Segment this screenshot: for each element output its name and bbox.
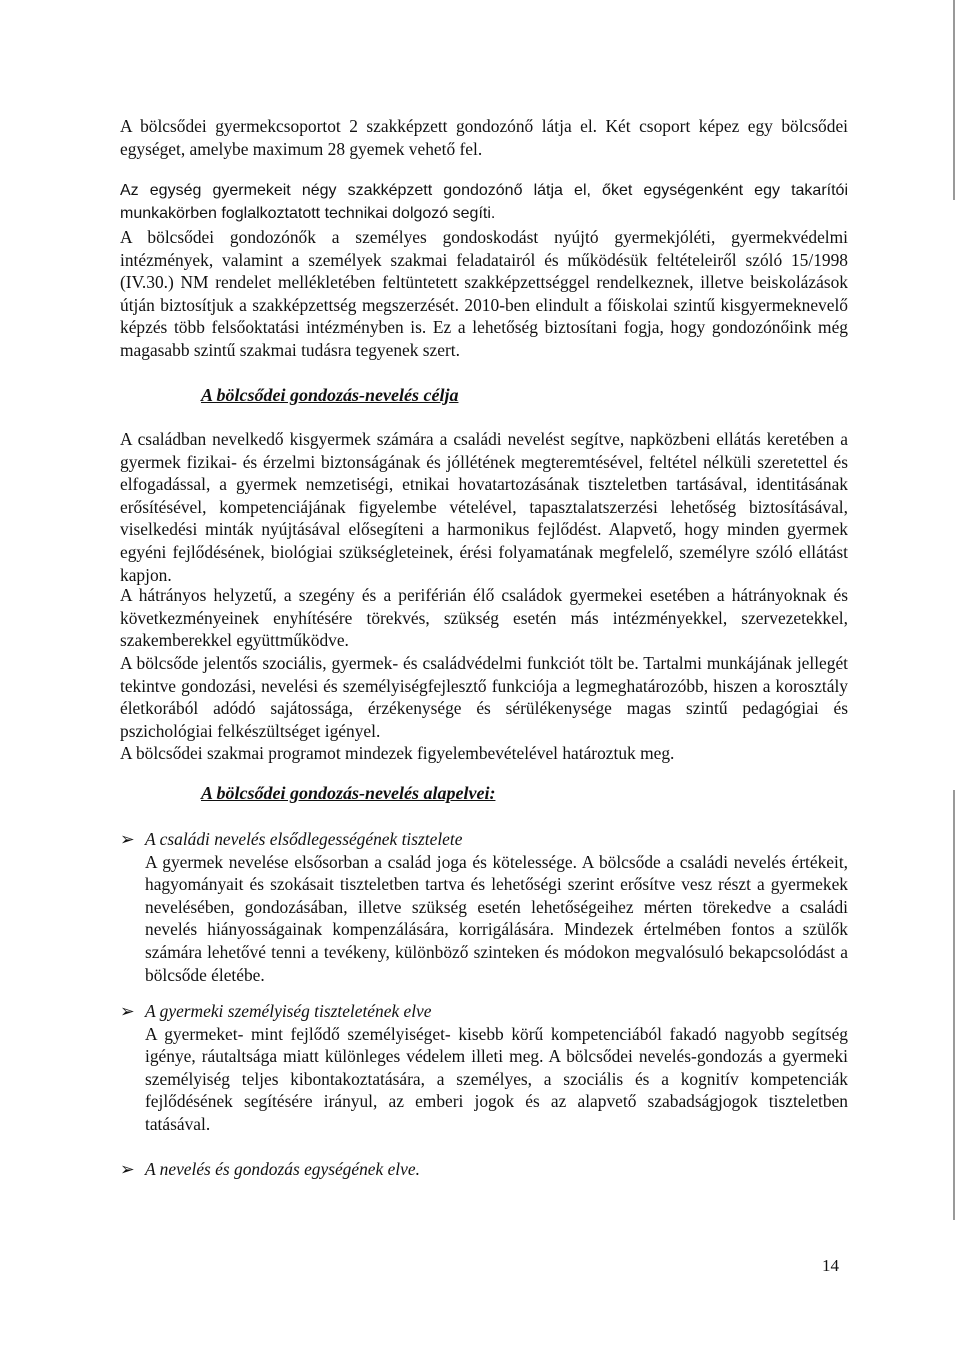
paragraph-qualifications: A bölcsődei gondozónők a személyes gondoskodást nyújtó gyermekjóléti, gyermekvédelmi intézmények, valamint a személyek szakmai feladatairól és működésük feltételeiről szóló 15/1998 (IV.30.) NM rendelet mellékletében feltüntetett szakképzettséggel rendelkeznek, illetve beiskolázások útján biztosítjuk a szakképzettség megszerzését. 2010-ben elindult a főiskolai szintű kisgyermeknevelő képzés több felsőoktatási intézményben is. Ez a lehetőség biztosítani fogja, hogy gondozónőink még magasabb szintű szakmai tudásra tegyenek szert.: [120, 227, 848, 360]
principle-body: A gyermeket- mint fejlődő személyiséget- kisebb körű kompetenciából fakadó nagyobb segítség igénye, ráutaltsága miatt különleges védelem illeti meg. A bölcsődei nevelés-gondozás a gyermeki személyiség teljes kibontakoztatására, a személyes, a szociális és a kognitív kompetenciák fejlődésének segítésére irányul, az emberi jogok és az alapvető szabadságjogok tiszteletben tatásával.: [145, 1023, 848, 1134]
heading-goal: A bölcsődei gondozás-nevelés célja: [201, 385, 459, 405]
paragraph-disadvantaged: A hátrányos helyzetű, a szegény és a periférián élő családok gyermekei esetében a hátrányoknak és következményeinek enyhítésére törekvés, szükség esetén más intézményekkel, szervezetekkel, szakemberekkel együttműködve.: [120, 585, 848, 651]
arrow-bullet-icon: ➢: [120, 829, 135, 849]
page-number: 14: [822, 1256, 839, 1275]
paragraph-staffing: A bölcsődei gyermekcsoportot 2 szakképzett gondozónő látja el. Két csoport képez egy bölcsődei egységet, amelybe maximum 28 gyemek vehető fel.: [120, 116, 848, 159]
principle-title: A nevelés és gondozás egységének elve.: [145, 1159, 420, 1179]
paragraph-goal-main: A családban nevelkedő kisgyermek számára a családi nevelést segítve, napközbeni ellátás keretében a gyermek fizikai- és érzelmi biztonságának és jóllétének megteremtésével, feltétel nélküli szeretettel és elfogadással, a gyermek nemzetiségi, etnikai hovatartozásának tiszteletben tartásával, identitásának erősítésével, kompetenciájának figyelembe vételével, tapasztalatszerzési lehetőség biztosításával, viselkedési minták nyújtásával elősegíteni a harmonikus fejlődést. Alapvető, hogy minden gyermek egyéni fejlődésének, biológiai szükségleteinek, érési folyamatának megfelelő, személyre szóló ellátást kapjon.: [120, 429, 848, 585]
heading-principles: A bölcsődei gondozás-nevelés alapelvei:: [201, 783, 496, 803]
paragraph-unit-staff: Az egység gyermekeit négy szakképzett gondozónő látja el, őket egységenként egy takarítói munkakörben foglalkoztatott technikai dolgozó segíti.: [120, 182, 848, 222]
paragraph-program-basis: A bölcsődei szakmai programot mindezek figyelembevételével határoztuk meg.: [120, 743, 675, 763]
principle-body: A gyermek nevelése elsősorban a család joga és kötelessége. A bölcsőde a családi nevelés értékeit, hagyományait és szokásait tiszteletben tartva és lehetőségi szerint erősítve vesz részt a gyermekek nevelésében, gondozásában, illetve szükség esetén lehetőségeihez mérten törekedve a családi nevelés hiányosságainak kompenzálására, korrigálására. Mindezek értelmében fontos a szülők számára lehetővé tenni a tevékeny, különböző szinteken és módokon megvalósuló bekapcsolódást a bölcsőde életébe.: [145, 851, 848, 985]
principle-title: A családi nevelés elsődlegességének tisztelete: [145, 829, 463, 849]
principle-title: A gyermeki személyiség tiszteletének elve: [145, 1001, 432, 1021]
scan-edge-line: [953, 790, 955, 1220]
paragraph-social-function: A bölcsőde jelentős szociális, gyermek- és családvédelmi funkciót tölt be. Tartalmi munkájának jellegét tekintve gondozási, nevelési és személyiségfejlesztő funkciója a legmeghatározóbb, hiszen a korosztály életkorából adódó sajátossága, érzékenysége és sérülékenysége magas szintű pedagógiai és pszichológiai felkészültséget igényel.: [120, 653, 848, 741]
scan-edge-line: [953, 0, 955, 200]
arrow-bullet-icon: ➢: [120, 1159, 135, 1179]
arrow-bullet-icon: ➢: [120, 1001, 135, 1021]
